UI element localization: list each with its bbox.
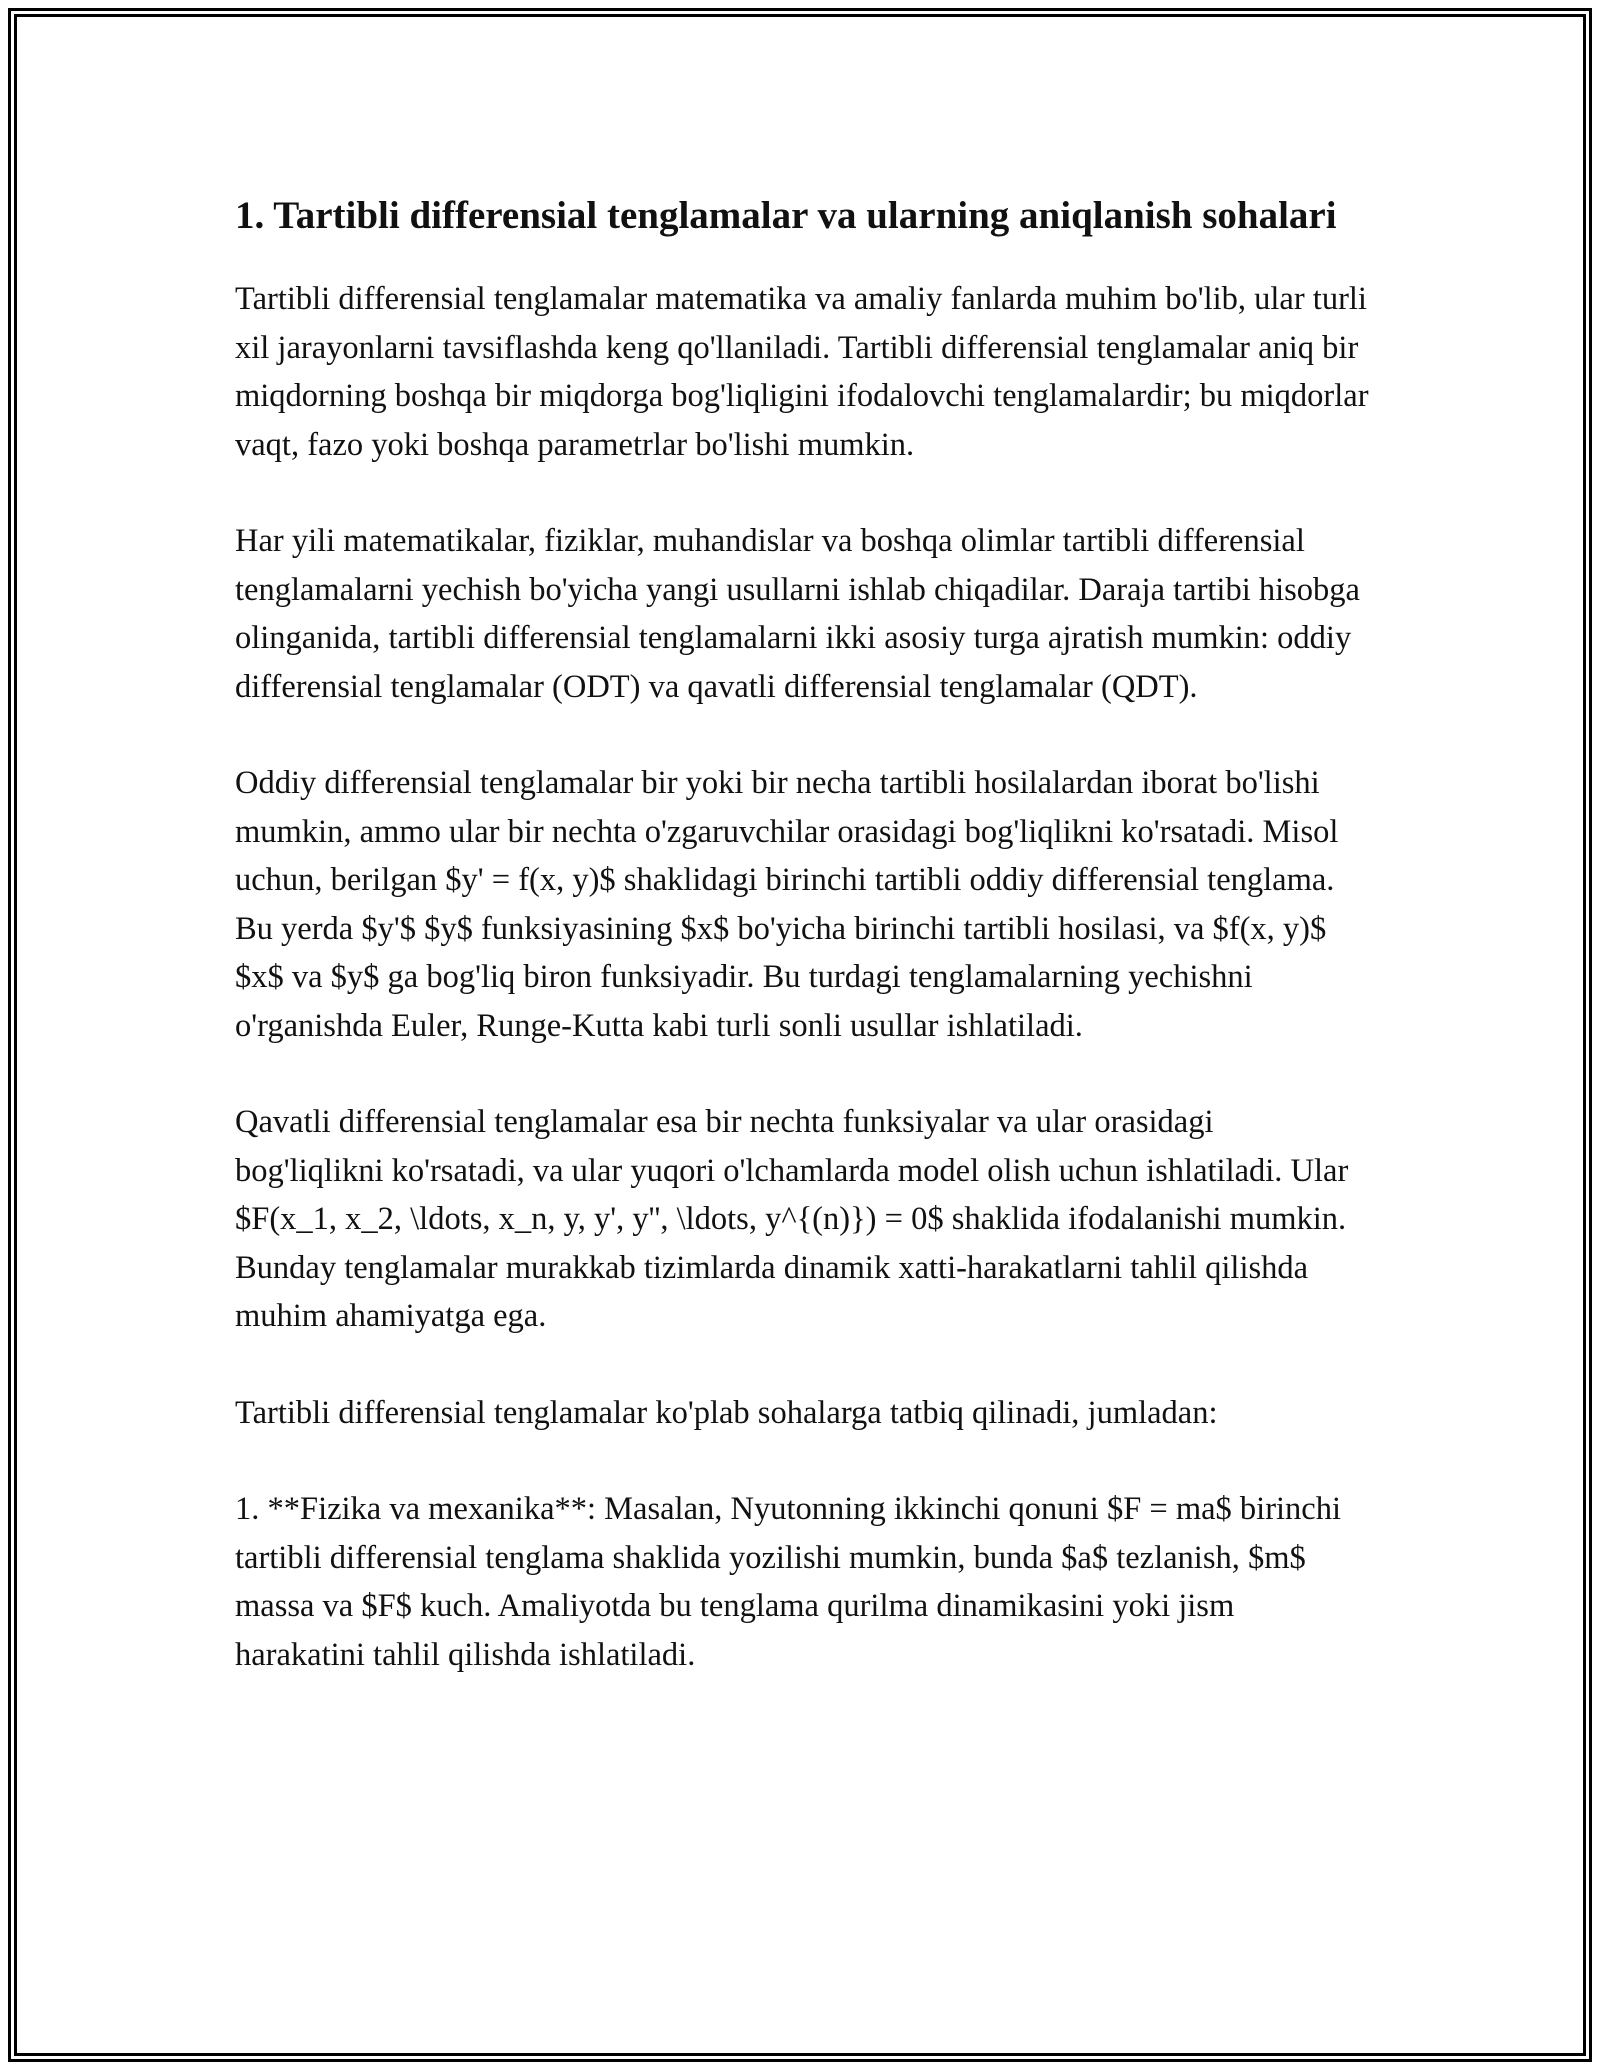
list-item-physics: 1. **Fizika va mexanika**: Masalan, Nyutonning ikkinchi qonuni $F = ma$ birinchi tartibli differensial tenglama shaklida yozilishi mumkin, bunda $a$ tezlanish, $m$ massa va $F$ kuch. Amaliyotda bu tenglama qurilma dinamikasini yoki jism harakatini tahlil qilishda ishlatiladi. [235, 1491, 1342, 1673]
paragraph-intro: Tartibli differensial tenglamalar matematika va amaliy fanlarda muhim bo'lib, ular turli xil jarayonlarni tavsiflashda keng qo'llaniladi. Tartibli differensial tenglamalar aniq bir miqdorning boshqa bir miqdorga bog'liqligini ifodalovchi tenglamalardir; bu miqdorlar vaqt, fazo yoki boshqa parametrlar bo'lishi mumkin. [235, 281, 1369, 463]
document-body [235, 188, 1370, 1727]
paragraph-types: Har yili matematikalar, fiziklar, muhandislar va boshqa olimlar tartibli differensial tenglamalarni yechish bo'yicha yangi usullarni ishlab chiqadilar. Daraja tartibi hisobga olinganida, tartibli differensial tenglamalarni ikki asosiy turga ajratish mumkin: oddiy differensial tenglamalar (ODT) va qavatli differensial tenglamalar (QDT). [235, 523, 1360, 705]
paragraph-ode: Oddiy differensial tenglamalar bir yoki bir necha tartibli hosilalardan iborat bo'lishi mumkin, ammo ular bir nechta o'zgaruvchilar orasidagi bog'liqlikni ko'rsatadi. Misol uchun, berilgan $y' = f(x, y)$ shaklidagi birinchi tartibli oddiy differensial tenglama. Bu yerda $y'$ $y$ funksiyasining $x$ bo'yicha birinchi tartibli hosilasi, va $f(x, y)$ $x$ va $y$ ga bog'liq biron funksiyadir. Bu turdagi tenglamalarning yechishni o'rganishda Euler, Runge-Kutta kabi turli sonli usullar ishlatiladi. [235, 765, 1339, 1044]
paragraph-pde: Qavatli differensial tenglamalar esa bir nechta funksiyalar va ular orasidagi bog'liqlikni ko'rsatadi, va ular yuqori o'lchamlarda model olish uchun ishlatiladi. Ular $F(x_1, x_2, \ldots, x_n, y, y', y'', \ldots, y^{(n)}) = 0$ shaklida ifodalanishi mumkin. Bunday tenglamalar murakkab tizimlarda dinamik xatti-harakatlarni tahlil qilishda muhim ahamiyatga ega. [235, 1104, 1349, 1334]
section-heading: 1. Tartibli differensial tenglamalar va ularning aniqlanish sohalari [235, 194, 1337, 237]
paragraph-applications-intro: Tartibli differensial tenglamalar ko'plab sohalarga tatbiq qilinadi, jumladan: [235, 1394, 1218, 1431]
